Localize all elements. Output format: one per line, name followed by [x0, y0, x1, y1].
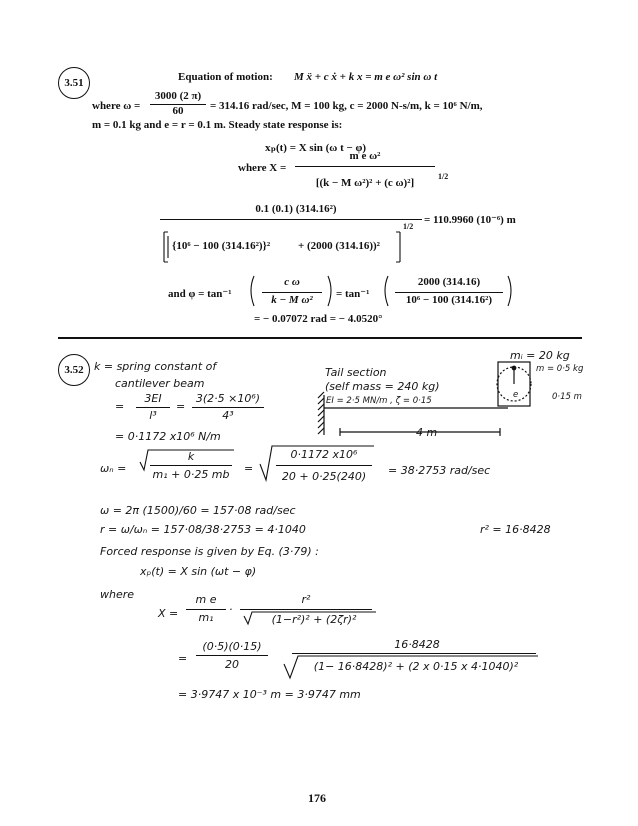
X-m1: m₁ — [198, 611, 214, 624]
final-answer: = 3·9747 x 10⁻³ m = 3·9747 mm — [178, 688, 361, 701]
X-den-radical — [244, 612, 376, 624]
k-numeric-num: 3(2·5 ×10⁶) — [195, 392, 261, 405]
phase-result: = − 0.07072 rad = − 4.0520° — [254, 313, 383, 325]
X-den-symbolic: (1−r²)² + (2ζr)² — [271, 613, 357, 626]
k-equals-2: = — [176, 400, 186, 413]
phase-paren-left-1 — [251, 276, 254, 306]
k-definition-line-1: k = spring constant of — [94, 360, 217, 373]
wn-sym-num: k — [187, 450, 195, 463]
steady-state-response: xₚ(t) = X sin (ω t − φ) — [265, 142, 367, 154]
right-outer-bracket — [396, 232, 400, 262]
numeric-denominator-b: + (2000 (314.16))² — [298, 240, 380, 252]
k-equals: = — [115, 400, 125, 413]
forced-response-text: Forced response is given by Eq. (3·79) : — [100, 545, 319, 558]
k-definition-line-2: cantilever beam — [115, 377, 205, 390]
k-value: = 0·1172 x10⁶ N/m — [115, 430, 221, 443]
eccentricity-label: e — [513, 390, 519, 400]
wn-sym-radical — [140, 450, 234, 470]
tail-section-title: Tail section — [325, 366, 387, 379]
problem-number-badge: 3.51 — [58, 67, 90, 99]
numeric-r2: 16·8428 — [394, 638, 440, 651]
X-label: X = — [158, 607, 179, 620]
phase-paren-right-2 — [508, 276, 511, 306]
phase-denominator-symbolic: k − M ω² — [271, 294, 313, 306]
where-X: where X = — [238, 162, 287, 174]
radius-label: 0·15 m — [552, 392, 582, 402]
where-label: where — [100, 588, 135, 601]
wn-sym-den: m₁ + 0·25 mb — [152, 468, 230, 481]
wn-equals: = — [244, 462, 254, 475]
equation-of-motion: M ẍ + c ẋ + k x = m e ω² sin ω t — [294, 71, 438, 83]
numeric-equals: = — [178, 652, 188, 665]
unbalance-dot — [512, 366, 516, 370]
wn-num-num: 0·1172 x10⁶ — [290, 448, 358, 461]
phase-numerator-numeric: 2000 (314.16) — [417, 276, 481, 288]
X-result: = 110.9960 (10⁻⁶) m — [424, 214, 516, 226]
wn-num-radical — [260, 446, 374, 480]
tan-inverse: = tan⁻¹ — [336, 288, 370, 300]
X-dot: · — [229, 603, 233, 616]
numeric-num-vals: (0·5)(0·15) — [202, 640, 262, 653]
tail-properties: EI = 2·5 MN/m , ζ = 0·15 — [326, 396, 432, 406]
k-formula-num: 3EI — [144, 392, 162, 405]
phase-label: and φ = tan⁻¹ — [168, 288, 232, 300]
beam-diagram — [318, 362, 531, 436]
left-outer-bracket — [164, 232, 168, 262]
X-denominator: [(k − M ω²)² + (c ω)²] — [315, 177, 415, 189]
omega-denominator: 60 — [172, 105, 184, 117]
numeric-den-vals: (1− 16·8428)² + (2 x 0·15 x 4·1040)² — [313, 660, 519, 673]
phase-paren-right-1 — [328, 276, 331, 306]
wn-value: = 38·2753 rad/sec — [388, 464, 491, 477]
X-denominator-exponent: 1/2 — [438, 172, 449, 181]
phase-numerator-symbolic: c ω — [284, 276, 300, 288]
numeric-den-radical — [284, 656, 538, 678]
phase-denominator-numeric: 10⁶ − 100 (314.16²) — [405, 294, 493, 306]
numeric-denominator-a: {10⁶ − 100 (314.16²)}² — [172, 240, 271, 252]
numeric-numerator: 0.1 (0.1) (314.16²) — [255, 203, 337, 215]
wn-num-den: 20 + 0·25(240) — [281, 470, 367, 483]
X-me: m e — [195, 593, 217, 606]
numeric-num-den: 20 — [225, 658, 239, 671]
numeric-denominator-exponent: 1/2 — [403, 222, 414, 231]
frequency-ratio-squared: r² = 16·8428 — [480, 523, 551, 536]
page-number: 176 — [308, 791, 326, 805]
X-r2: r² — [301, 593, 311, 606]
wall-hatching — [318, 392, 324, 434]
phase-paren-left-2 — [385, 276, 388, 306]
tail-self-mass: (self mass = 240 kg) — [325, 380, 440, 393]
X-numerator: m e ω² — [349, 150, 381, 162]
omega-numerator: 3000 (2 π) — [154, 90, 202, 102]
k-numeric-den: 4³ — [222, 409, 234, 422]
unbalance-mass-label: m = 0·5 kg — [536, 364, 584, 374]
frequency-ratio-line: r = ω/ωₙ = 157·08/38·2753 = 4·1040 — [100, 523, 306, 536]
problem-number-badge-2: 3.52 — [58, 354, 90, 386]
where-omega: where ω = — [92, 100, 141, 112]
forced-response-eq: xₚ(t) = X sin (ωt − φ) — [140, 565, 257, 578]
wn-label: ωₙ = — [100, 462, 127, 475]
parameters-line-2: m = 0.1 kg and e = r = 0.1 m. Steady state response is: — [92, 119, 343, 131]
omega-line: ω = 2π (1500)/60 = 157·08 rad/sec — [100, 504, 296, 517]
beam-length-label: 4 m — [416, 426, 438, 439]
k-formula-den: l³ — [149, 409, 157, 422]
equation-label: Equation of motion: — [178, 71, 273, 83]
tip-mass-label: mᵢ = 20 kg — [510, 349, 570, 362]
parameters-line-1: = 314.16 rad/sec, M = 100 kg, c = 2000 N-s/m, k = 10⁶ N/m, — [210, 100, 483, 112]
